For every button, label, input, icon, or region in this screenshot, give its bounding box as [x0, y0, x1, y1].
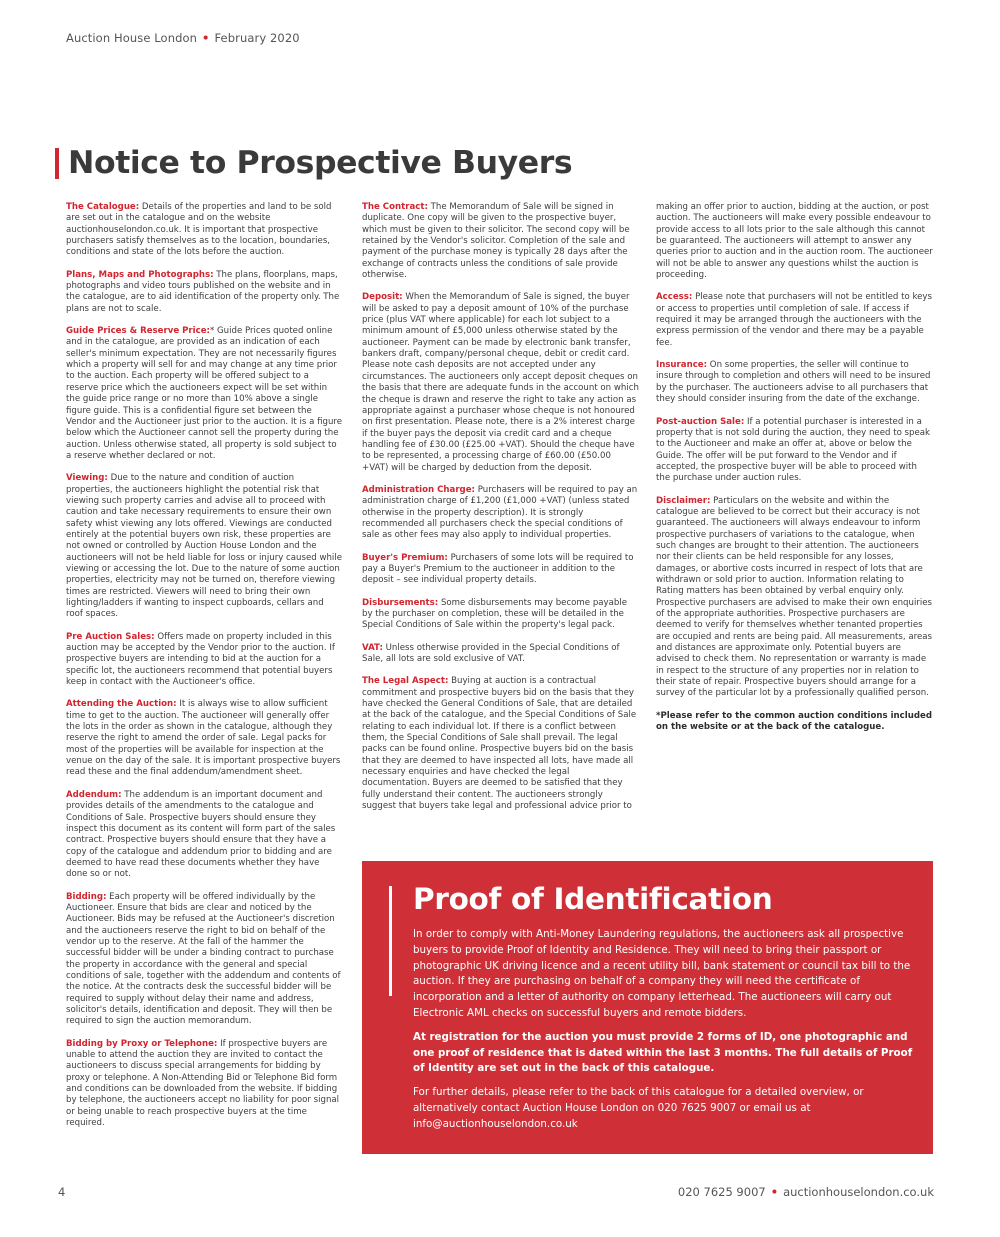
section-text: If prospective buyers are unable to attend the auction they are invited to contact the auctioneers to discuss special arrangements for bidding by proxy or telephone. A Non-Attending Bid or Telephone Bid form and conditions can be downloaded from the website. If bidding by telephone, the auctioneers accept no liability for poor signal or being unable to reach prospective buyers at the time required. — [66, 1038, 340, 1129]
notice-section — [362, 202, 639, 281]
header-separator: • — [202, 31, 210, 45]
section-text: Due to the nature and condition of auction properties, the auctioneers highlight the potential risk that viewing such property carries and advise all to proceed with caution and take necessary requirements to ensure their own safety whist viewing any lots offered. Viewings are conducted entirely at the potential buyers own risk, these properties are not owned or controlled by Auction House London and the auctioneers will not be held liable for loss or injury caused while viewing or accessing the lot. Due to the nature of some auction properties, electricity may not be turned on, therefore viewing times are restricted. Viewers will need to bring their own lighting/ladders if wanting to inspect cupboards, cellars and roof spaces. — [66, 473, 342, 620]
section-text: Unless otherwise provided in the Special Conditions of Sale, all lots are sold exclusive of VAT. — [362, 642, 620, 665]
section-heading: Deposit: — [362, 292, 403, 303]
footer-separator: • — [770, 1185, 779, 1199]
section-text: If a potential purchaser is interested in a property that is not sold during the auction, they need to speak to the Auctioneer and make an offer at, above or below the Guide. The offer will be put forward to the Vendor and if accepted, the prospective buyer will be able to proceed with the purchase under auction rules. — [656, 416, 931, 484]
section-heading: Bidding: — [66, 891, 107, 902]
section-heading: Attending the Auction: — [66, 699, 177, 710]
proof-accent-bar — [389, 886, 392, 996]
section-heading: Plans, Maps and Photographs: — [66, 269, 214, 280]
section-text: * Guide Prices quoted online and in the catalogue, are provided as an indication of each seller's minimum expectation. They are not necessarily figures which a property will sell for and may change at any time prior to the auction. Each property will be offered subject to a reserve price which the auctioneers expect will be set within the guide price range or no more than 10% above a single figure guide. This is a confidential figure set between the Vendor and the Auctioneer just prior to the auction. It is a figure below which the Auctioneer cannot sell the property during the auction. Unless otherwise stated, all property is sold subject to a reserve whether declared or not. — [66, 326, 343, 461]
notice-section — [362, 553, 639, 587]
notice-section — [656, 202, 933, 281]
column-3-sections — [656, 202, 933, 700]
notice-section — [656, 360, 933, 405]
proof-paragraph-registration: At registration for the auction you must provide 2 forms of ID, one photographic and one proof of residence that is dated within the last 3 months. The full details of Proof of Identity are set out in the back of this catalogue. — [413, 1030, 913, 1075]
proof-of-identification-box — [362, 861, 933, 1154]
section-text: Each property will be offered individually by the Auctioneer. Ensure that bids are clear and noticed by the Auctioneer. Bids may be refused at the Auctioneer's discretion and the auctioneers reserve the right to bid on behalf of the vendor up to the reserve. At the fall of the hammer the successful bidder will be under a binding contract to purchase the property in accordance with the general and special conditions of sale, together with the addendum and contents of the notice. At the contracts desk the successful bidder will be required to supply without delay their name and address, solicitor's details, identification and deposit. They will then be required to sign the auction memorandum. — [66, 891, 341, 1027]
page-header — [66, 31, 300, 45]
section-heading: Buyer's Premium: — [362, 552, 448, 563]
footer-phone: 020 7625 9007 — [677, 1185, 766, 1199]
notice-section — [656, 496, 933, 700]
section-text: Please note that purchasers will not be entitled to keys or access to properties until completion of sale. If access if required it may be arranged through the auctioneers with the express permission of the vendor and there may be a payable fee. — [656, 292, 932, 348]
page-footer — [678, 1185, 934, 1199]
notice-section — [66, 473, 343, 620]
section-text: Details of the properties and land to be sold are set out in the catalogue and on the website auctionhouselondon.co.uk. It is important that prospective purchasers satisfy themselves as to the location, boundaries, conditions and state of the lots before the auction. — [66, 202, 332, 258]
title-block — [55, 141, 572, 185]
section-heading: The Legal Aspect: — [362, 676, 449, 687]
page-title: Notice to Prospective Buyers — [68, 145, 573, 181]
section-text: Purchasers of some lots will be required to pay a Buyer's Premium to the auctioneer in addition to the deposit – see individual property details. — [362, 552, 634, 586]
section-text: The addendum is an important document and provides details of the amendments to the catalogue and Conditions of Sale. Prospective buyers should ensure they inspect this document as its content will form part of the sales contract. Prospective buyers should ensure that they have a copy of the catalogue and addendum prior to bidding and are deemed to have read these documents whether they have done so or not. — [66, 789, 336, 880]
section-text: It is always wise to allow sufficient time to get to the auction. The auctioneer will generally offer the lots in the order as shown in the catalogue, although they reserve the right to amend the order of sale. Legal packs for most of the properties will be available for inspection at the venue on the day of the sale. It is important prospective buyers read these and the final addendum/amendment sheet. — [66, 699, 341, 778]
proof-title: Proof of Identification — [413, 882, 773, 916]
section-heading: VAT: — [362, 642, 383, 653]
notice-section — [66, 632, 343, 689]
section-heading: The Catalogue: — [66, 202, 140, 212]
notice-section — [362, 676, 639, 812]
footer-website: auctionhouselondon.co.uk — [783, 1185, 934, 1199]
notice-section — [362, 485, 639, 542]
column-2 — [362, 202, 639, 824]
conditions-note: *Please refer to the common auction conditions included on the website or at the back of the catalogue. — [656, 710, 932, 733]
notice-section — [66, 790, 343, 881]
header-org: Auction House London — [66, 31, 198, 45]
section-text: Buying at auction is a contractual commitment and prospective buyers bid on the basis that they have checked the General Conditions of Sale, that are detailed at the back of the catalogue, and the Special Conditions of Sale relating to each individual lot. If there is a conflict between them, the Special Conditions of Sale shall prevail. The legal packs can be found online. Prospective buyers bid on the basis that they are deemed to have inspected all lots, have made all necessary enquiries and have checked the legal documentation. Buyers are deemed to be satisfied that they fully understand their content. The auctioneers strongly suggest that buyers take legal and professional advice prior to — [362, 676, 637, 812]
section-heading: Access: — [656, 292, 693, 303]
section-heading: The Contract: — [362, 202, 428, 212]
notice-section — [66, 892, 343, 1028]
section-text: The Memorandum of Sale will be signed in duplicate. One copy will be given to the prospective buyer, which must be given to their solicitor. The second copy will be retained by the Vendor's solicitor. Completion of the sale and payment of the purchase money is typically 28 days after the exchange of contracts unless the conditions of sale provide otherwise. — [362, 202, 630, 281]
section-heading: Addendum: — [66, 789, 122, 800]
section-text: Purchasers will be required to pay an administration charge of £1,200 (£1,000 +VAT) (unless stated otherwise in the property description). It is strongly recommended all purchasers check the special conditions of sale as other fees may also apply to individual properties. — [362, 484, 638, 541]
proof-paragraph-aml: In order to comply with Anti-Money Laundering regulations, the auctioneers ask all prospective buyers to provide Proof of Identity and Residence. They will need to bring their passport or photographic UK driving licence and a recent utility bill, bank statement or council tax bill to the auction. If they are purchasing on behalf of a company they will need the certificate of incorporation and a letter of authority on company letterhead. The auctioneers will carry out Electronic AML checks on successful buyers and remote bidders. — [413, 928, 911, 1019]
section-heading: Disclaimer: — [656, 495, 711, 506]
notice-section — [656, 417, 933, 485]
section-text: The plans, floorplans, maps, photographs and video tours published on the website and in the catalogue, are to aid identification of the property only. The plans are not to scale. — [66, 269, 340, 314]
section-text: Particulars on the website and within the catalogue are believed to be correct but their accuracy is not guaranteed. The auctioneers will always endeavour to inform prospective purchasers of variations to the catalogue, when such changes are brought to their attention. The auctioneers nor their clients can be held responsible for any losses, damages, or abortive costs incurred in respect of lots that are withdrawn or sold prior to auction. Information relating to Rating matters has been obtained by verbal enquiry only. Prospective purchasers are advised to make their own enquiries of the appropriate authorities. Prospective purchasers are deemed to verify for themselves whether tenanted properties are occupied and rents are being paid. All measurements, areas and distances are approximate only. Potential buyers are advised to check them. No representation or warranty is made in respect to the structure of any properties nor in relation to their state of repair. Prospective buyers should arrange for a survey of the particular lot by a professionally qualified person. — [656, 495, 933, 699]
section-heading: Pre Auction Sales: — [66, 631, 155, 642]
section-text: On some properties, the seller will continue to insure through to completion and others will need to be insured by the purchaser. The auctioneers advise to all purchasers that they should consider insuring from the date of the exchange. — [656, 360, 931, 405]
section-text: making an offer prior to auction, bidding at the auction, or post auction. The auctioneers will make every possible endeavour to provide access to all lots prior to the sale although this cannot be guaranteed. The auctioneers will attempt to answer any queries prior to auction and in the auction room. The auctioneer will not be able to answer any questions whilst the auction is proceeding. — [656, 202, 933, 281]
notice-section — [362, 643, 639, 666]
notice-section — [66, 270, 343, 315]
section-text: Offers made on property included in this auction may be accepted by the Vendor prior to the auction. If prospective buyers are intending to bid at the auction for a specific lot, the auctioneers recommend that potential buyers keep in contact with the Auctioneer's office. — [66, 631, 335, 688]
notice-section — [362, 292, 639, 474]
notice-section — [656, 292, 933, 349]
column-1 — [66, 202, 343, 1140]
section-text: When the Memorandum of Sale is signed, the buyer will be asked to pay a deposit amount of 10% of the purchase price (plus VAT where applicable) for each lot subject to a minimum amount of £5,000 unless otherwise stated by the auctioneer. Payment can be made by electronic bank transfer, bankers draft, company/personal cheque, debit or credit card. Please note cash deposits are not accepted under any circumstances. The auctioneers only accept deposit cheques on the basis that there are adequate funds in the account on which the cheque is drawn and reserve the right to take any action as appropriate against a purchaser whose cheque is not honoured on first presentation. Please note, there is a 2% interest charge if the buyer pays the deposit via credit card and a cheque handling fee of £30.00 (£25.00 +VAT). Should the cheque have to be represented, a processing charge of £60.00 (£50.00 +VAT) will be charged by deduction from the deposit. — [362, 292, 639, 473]
notice-section — [362, 598, 639, 632]
notice-section — [66, 326, 343, 462]
proof-paragraph-contact: For further details, please refer to the back of this catalogue for a detailed overview, or alternatively contact Auction House London on 020 7625 9007 or email us at info@auctionhouselondon.co.uk — [413, 1086, 864, 1130]
section-heading: Insurance: — [656, 360, 708, 371]
section-heading: Viewing: — [66, 473, 108, 484]
title-accent-bar — [55, 148, 59, 179]
proof-body — [413, 927, 918, 1141]
section-heading: Post-auction Sale: — [656, 416, 745, 427]
section-heading: Disbursements: — [362, 597, 439, 608]
section-text: Some disbursements may become payable by the purchaser on completion, these will be detailed in the Special Conditions of Sale within the property's legal pack. — [362, 597, 628, 631]
section-heading: Guide Prices & Reserve Price: — [66, 326, 210, 337]
section-heading: Bidding by Proxy or Telephone: — [66, 1038, 218, 1049]
notice-section — [66, 699, 343, 778]
section-heading: Administration Charge: — [362, 484, 475, 495]
notice-section — [66, 1039, 343, 1130]
column-3 — [656, 202, 933, 744]
notice-section — [66, 202, 343, 259]
header-date: February 2020 — [214, 31, 300, 45]
page-number: 4 — [58, 1185, 66, 1199]
